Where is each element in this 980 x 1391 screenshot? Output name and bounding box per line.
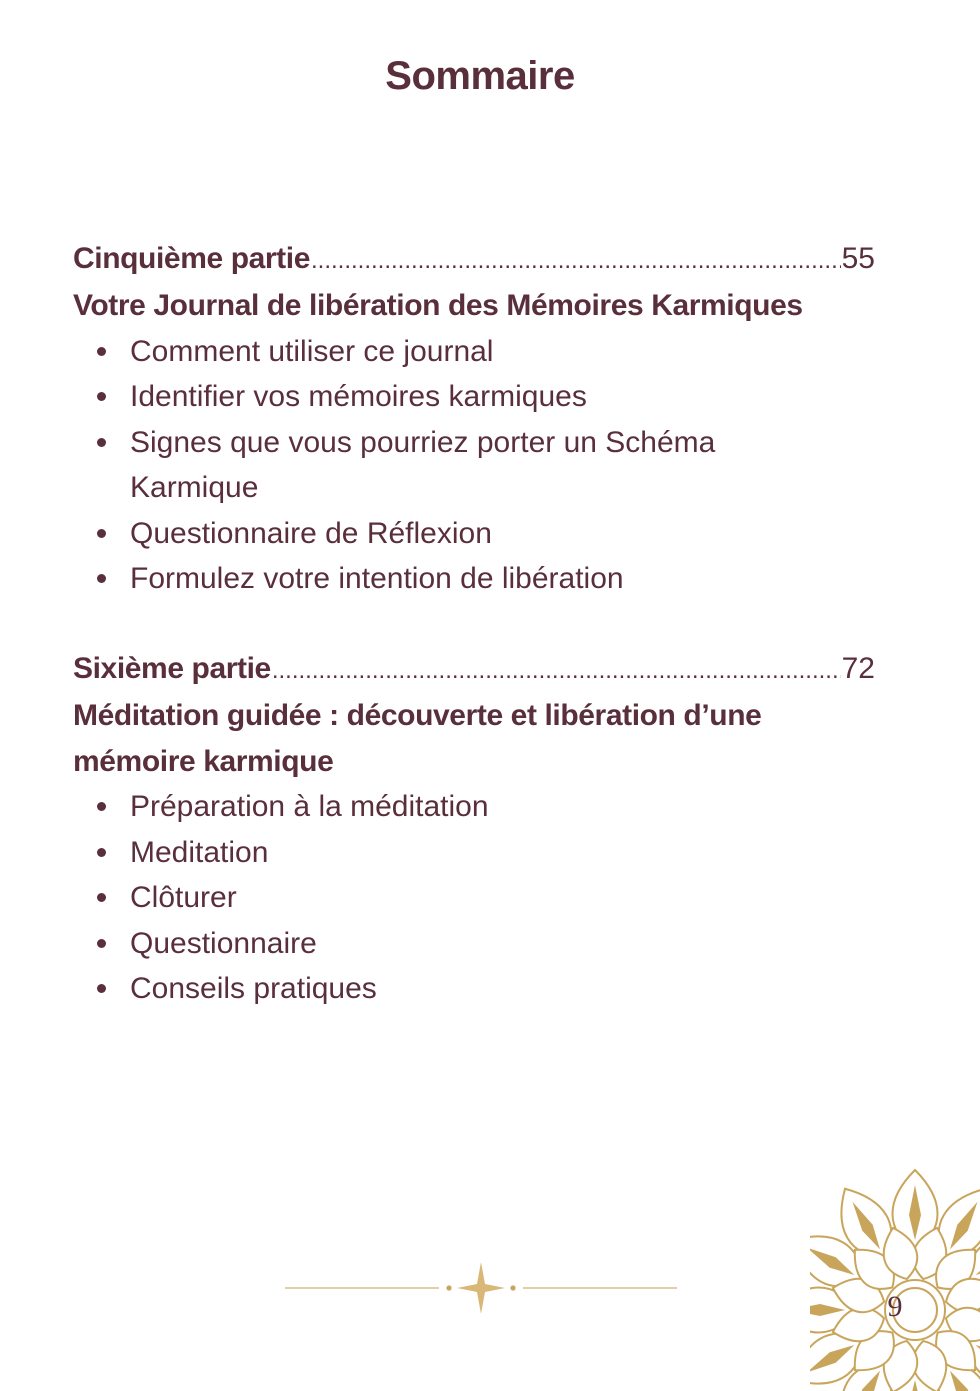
list-item: Préparation à la méditation [73, 784, 830, 830]
list-item: Conseils pratiques [73, 966, 830, 1012]
list-item: Comment utiliser ce journal [73, 329, 830, 375]
list-item: Questionnaire de Réflexion [73, 511, 830, 557]
mandala-icon [810, 1125, 980, 1391]
sparkle-star-icon [283, 1258, 679, 1318]
list-item: Meditation [73, 830, 830, 876]
page-number: 9 [887, 1290, 903, 1323]
list-item: Clôturer [73, 875, 830, 921]
list-item: Formulez votre intention de libération [73, 556, 830, 602]
toc-entry-sixieme-partie[interactable] [73, 646, 875, 693]
toc-item-list [73, 329, 903, 602]
list-item: Signes que vous pourriez porter un Schéma Karmique [73, 420, 830, 511]
dot-leader [311, 238, 841, 283]
section-subtitle: Méditation guidée : découverte et libération d’une mémoire karmique [73, 699, 762, 778]
toc-section-5 [73, 236, 903, 602]
toc-entry-page: 72 [841, 652, 875, 685]
list-item: Questionnaire [73, 921, 830, 967]
toc-entry-page: 55 [841, 242, 875, 275]
toc-section-6 [73, 646, 903, 1012]
dot-leader [272, 648, 841, 693]
list-item: Identifier vos mémoires karmiques [73, 374, 830, 420]
toc-entry-cinquieme-partie[interactable] [73, 236, 875, 283]
page-title: Sommaire [385, 54, 575, 98]
section-subtitle: Votre Journal de libération des Mémoires Karmiques [73, 289, 803, 322]
toc-item-list [73, 784, 903, 1012]
toc-entry-label: Cinquième partie [73, 242, 310, 275]
toc-entry-label: Sixième partie [73, 652, 271, 685]
